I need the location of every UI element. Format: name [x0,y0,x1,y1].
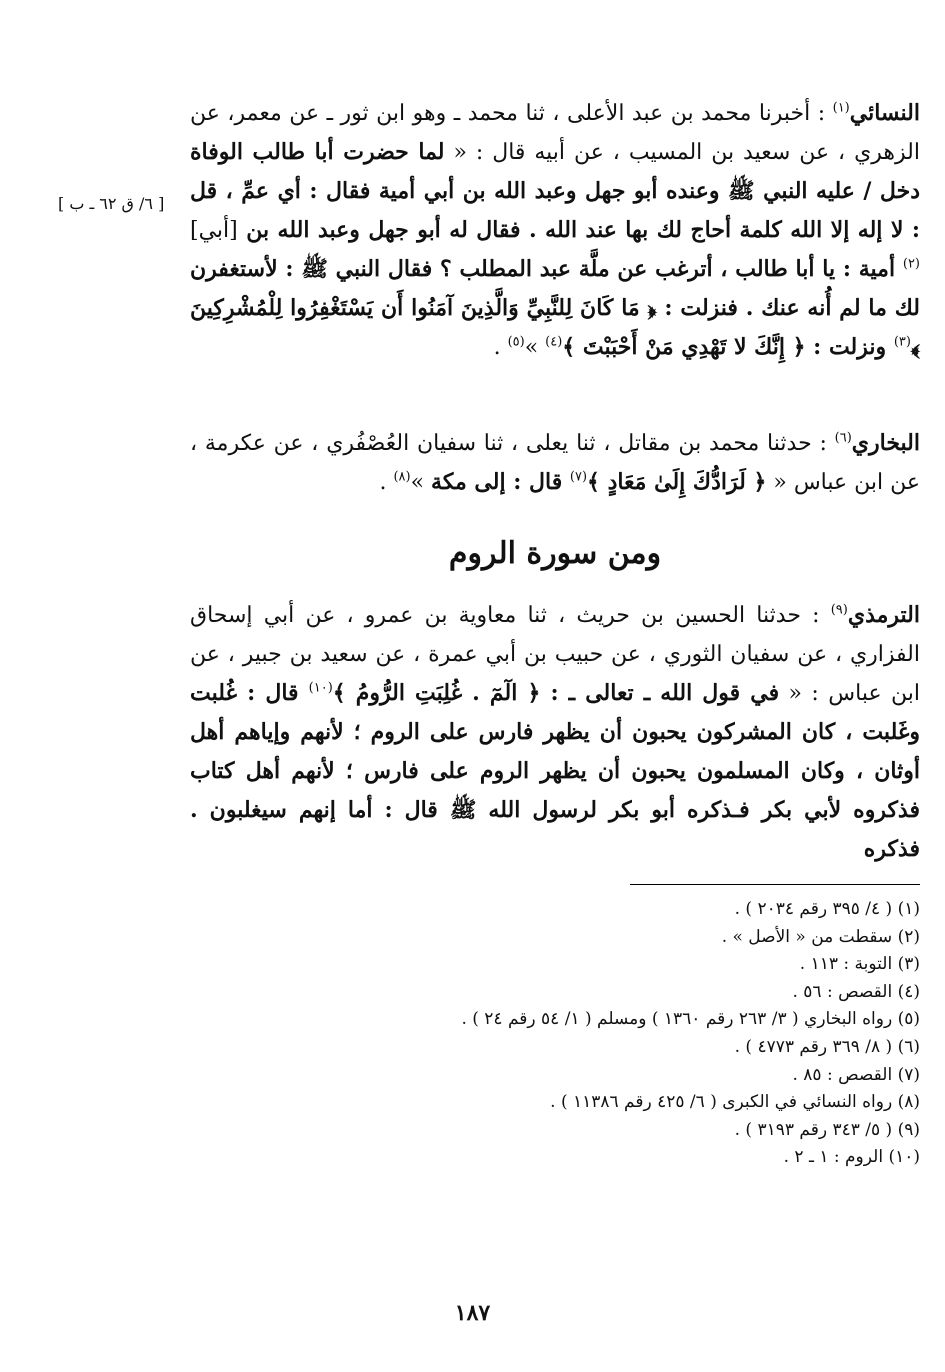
footnote-ref: (٩) [830,602,848,618]
source-name: النسائي [849,100,920,126]
hadith-paragraph [190,424,920,502]
footnote-item: (٣) التوبة : ١١٣ . [799,954,920,975]
footnote-ref: (٢) [902,256,920,272]
quran-verse: ﴿ لَرَادُّكَ إِلَىٰ مَعَادٍ ﴾ [587,469,767,495]
source-name: الترمذي [847,602,920,628]
isnad-text: : أخبرنا محمد بن عبد الأعلى ، ثنا محمد ـ وهو ابن ثور ـ عن معمر، عن الزهري ، عن سعيد بن المسيب ، عن أبيه قال : « [190,101,920,165]
matn-text: أمية : يا أبا طالب ، أترغب عن ملَّة عبد المطلب ؟ فقال النبي ﷺ : لأستغفرن لك ما لم أُنه عنك . فنزلت : ﴿ مَا كَانَ لِلنَّبِيِّ وَالَّذِينَ آمَنُوا أَن يَسْتَغْفِرُوا لِلْمُشْرِكِينَ ﴾ [190,256,920,360]
footnote-item: (٤) القصص : ٥٦ . [792,981,920,1002]
hadith-paragraph [190,596,920,869]
footnote-item: (٦) ( ٨/ ٣٦٩ رقم ٤٧٧٣ ) . [734,1036,920,1057]
end-dot: . [493,335,508,360]
hadith-block-nasai [190,94,920,367]
footnote-item: (٨) رواه النسائي في الكبرى ( ٦/ ٤٢٥ رقم ١١٣٨٦ ) . [550,1092,920,1113]
footnote-ref: (٦) [834,430,852,446]
quote-close: » [524,335,546,360]
footnote-separator [630,884,920,885]
matn-text: في قول الله ـ تعالى ـ : ﴿ الٓمٓ . غُلِبَتِ الرُّومُ ﴾ [332,680,780,706]
matn-text: ونزلت : ﴿ إِنَّكَ لا تَهْدِي مَنْ أَحْبَبْتَ ﴾ [562,334,894,360]
matn-text: قال : إلى مكة [431,469,570,495]
page-number: ١٨٧ [454,1300,491,1326]
footnote-ref: (٤) [545,334,563,350]
footnote-ref: (٨) [393,469,411,485]
quote-close: » [410,470,432,495]
hadith-block-tirmidhi [190,596,920,869]
source-name: البخاري [851,430,920,456]
matn-text: لما حضرت أبا طالب الوفاة دخل / عليه النبي ﷺ وعنده أبو جهل وعبد الله بن أبي أمية فقال : أي عمِّ ، قل : لا إله إلا الله كلمة أحاج لك بها عند الله . فقال له أبو جهل وعبد الله بن [190,139,920,243]
footnote-ref: (١) [832,100,850,116]
manuscript-folio-reference: [ ٦/ ق ٦٢ ـ ب ] [58,194,165,213]
footnote-item: (٧) القصص : ٨٥ . [792,1064,920,1085]
isnad-text: : حدثنا محمد بن مقاتل ، ثنا يعلى ، ثنا سفيان العُصْفُري ، عن عكرمة ، عن ابن عباس « [190,431,920,495]
footnote-ref: (٣) [893,334,911,350]
footnote-ref: (٥) [507,334,525,350]
footnote-item: (٢) سقطت من « الأصل » . [721,926,920,947]
end-dot: . [379,470,394,495]
footnote-item: (١٠) الروم : ١ ـ ٢ . [783,1147,920,1168]
footnote-ref: (٧) [569,469,588,485]
footnote-ref: (١٠) [308,680,333,696]
footnote-item: (٥) رواه البخاري ( ٣/ ٢٦٣ رقم ١٣٦٠ ) ومسلم ( ١/ ٥٤ رقم ٢٤ ) . [461,1009,920,1030]
isnad-text: : حدثنا الحسين بن حريث ، ثنا معاوية بن عمرو ، عن أبي إسحاق الفزاري ، عن سفيان الثوري ، عن حبيب بن أبي عمرة ، عن سعيد بن جبير ، عن ابن عباس : « [190,603,920,706]
hadith-block-bukhari [190,424,920,502]
footnote-item: (٩) ( ٥/ ٣٤٣ رقم ٣١٩٣ ) . [734,1119,920,1140]
section-heading: ومن سورة الروم [448,536,662,571]
footnotes-list [200,896,920,1172]
matn-text: قال : غُلبت وغَلبت ، كان المشركون يحبون أن يظهر فارس على الروم ؛ لأنهم وإياهم أهل أوثان ، وكان المسلمون يحبون أن يظهر الروم على فارس ؛ لأنهم أهل كتاب فذكروه لأبي بكر فـذكره أبو بكر لرسول الله ﷺ قال : أما إنهم سيغلبون . فذكره [190,680,920,862]
hadith-paragraph [190,94,920,367]
bracket-insertion: [أبي] [190,218,238,243]
footnote-item: (١) ( ٤/ ٣٩٥ رقم ٢٠٣٤ ) . [734,899,920,919]
